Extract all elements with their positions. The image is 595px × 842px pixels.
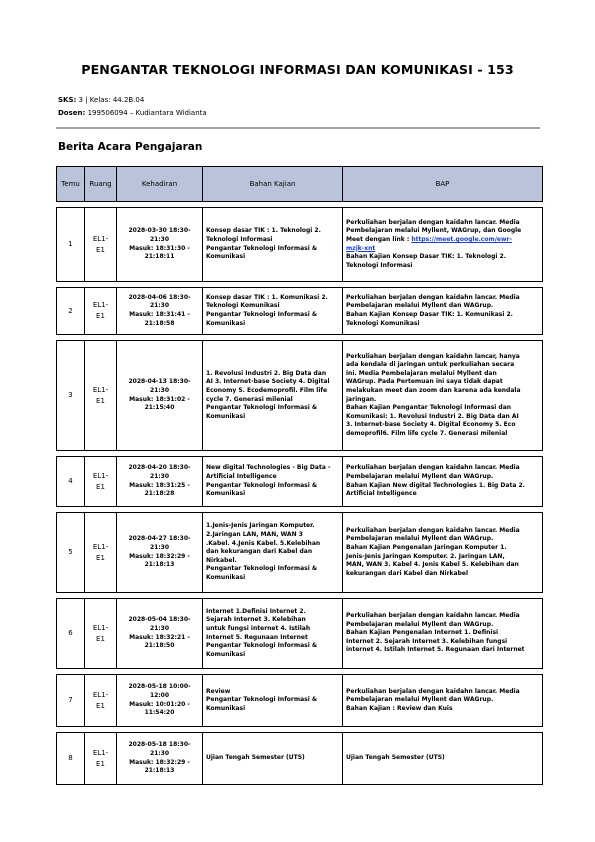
bahan-kajian-cell: Konsep dasar TIK : 1. Teknologi 2. Teknologi Informasi Pengantar Teknologi Informasi & Komunikasi [203, 208, 343, 282]
bap-table [56, 166, 543, 785]
ruang-cell: EL1- E1 [85, 341, 117, 451]
col-header-temu: Temu [57, 167, 85, 202]
bahan-kajian-cell: 1.Jenis-Jenis Jaringan Komputer. 2.Jaringan LAN, MAN, WAN 3 .Kabel. 4.Jenis Kabel. 5.Kelebihan dan kekurangan dari Kabel dan Nirkabel. Pengantar Teknologi Informasi & Komunikasi [203, 513, 343, 593]
ruang-cell: EL1- E1 [85, 208, 117, 282]
kehadiran-cell: 2028-05-18 18:30- 21:30 Masuk: 18:32:29 - 21:18:13 [117, 733, 203, 785]
bap-cell: Perkuliahan berjalan dengan kaidahn lancar. Media Pembelajaran melalui Myllent dan WAGrup. Bahan Kajian New digital Technologies 1. Big Data 2. Artificial Intelligence [343, 457, 543, 507]
ruang-cell: EL1- E1 [85, 288, 117, 335]
table-row [57, 208, 543, 282]
bap-cell [343, 208, 543, 282]
ruang-cell: EL1- E1 [85, 733, 117, 785]
bap-cell: Perkuliahan berjalan dengan kaidahn lancar, hanya ada kendala di jaringan untuk perkuliahan secara ini. Media Pembelajaran melalui Myllent dan WAGrup. Pada Pertemuan ini saya tidak dapat melakukan meet dan zoom dan karena ada kendala jaringan. Bahan Kajian Pengantar Teknologi Informasi dan Komunikasi: 1. Revolusi Industri 2. Big Data dan AI 3. Internet-base Society 4. Digital Economy 5. Eco demoprofil6. Film life cycle 7. Generasi milenial [343, 341, 543, 451]
table-row [57, 457, 543, 507]
ruang-cell: EL1- E1 [85, 457, 117, 507]
bahan-kajian-cell: Konsep dasar TIK : 1. Komunikasi 2. Teknologi Komunikasi Pengantar Teknologi Informasi & Komunikasi [203, 288, 343, 335]
temu-cell: 2 [57, 288, 85, 335]
bap-cell: Perkuliahan berjalan dengan kaidahn lancar. Media Pembelajaran melalui Myllent dan WAGrup. Bahan Kajian Konsep Dasar TIK: 1. Komunikasi 2. Teknologi Komunikasi [343, 288, 543, 335]
dosen-value: 199506094 – Kudiantara Widianta [87, 109, 207, 117]
temu-cell: 6 [57, 599, 85, 669]
table-header-row [57, 167, 543, 202]
meet-link[interactable]: https://meet.google.com/ewr- mzjk-xnt [346, 235, 512, 252]
temu-cell: 1 [57, 208, 85, 282]
kehadiran-cell: 2028-04-27 18:30- 21:30 Masuk: 18:32:29 - 21:18:13 [117, 513, 203, 593]
kehadiran-cell: 2028-05-04 18:30- 21:30 Masuk: 18:32:21 - 21:18:50 [117, 599, 203, 669]
bap-cell: Perkuliahan berjalan dengan kaidahn lancar. Media Pembelajaran melalui Myllent dan WAGrup. Bahan Kajian Pengenalan Jaringan Komputer 1. Jenis-Jenis Jaringan Komputer. 2. Jaringan LAN, MAN, WAN 3. Kabel 4. Jenis Kabel 5. Kelebihan dan kekurangan dari Kabel dan Nirkabel [343, 513, 543, 593]
temu-cell: 3 [57, 341, 85, 451]
table-row [57, 341, 543, 451]
sks-value: 3 | Kelas: 44.2B.04 [78, 96, 145, 104]
temu-cell: 7 [57, 675, 85, 727]
bap-cell: Perkuliahan berjalan dengan kaidahn lancar. Media Pembelajaran melalui Myllent dan WAGrup. Bahan Kajian : Review dan Kuis [343, 675, 543, 727]
bap-cell: Perkuliahan berjalan dengan kaidahn lancar. Media Pembelajaran melalui Myllent dan WAGrup. Bahan Kajian Pengenalan Internet 1. Definisi Internet 2. Sejarah Internet 3. Kelebihan fungsi internet 4. Istilah Internet 5. Regunaan dari Internet [343, 599, 543, 669]
col-header-ruang: Ruang [85, 167, 117, 202]
ruang-cell: EL1- E1 [85, 675, 117, 727]
kehadiran-cell: 2028-04-06 18:30- 21:30 Masuk: 18:31:41 - 21:18:58 [117, 288, 203, 335]
sks-label: SKS: [58, 96, 77, 104]
bahan-kajian-cell: Internet 1.Definisi Internet 2. Sejarah Internet 3. Kelebihan untuk fungsi internet 4. Istilah Internet 5. Regunaan Internet Pengantar Teknologi Informasi & Komunikasi [203, 599, 343, 669]
kehadiran-cell: 2028-03-30 18:30- 21:30 Masuk: 18:31:30 - 21:18:11 [117, 208, 203, 282]
temu-cell: 8 [57, 733, 85, 785]
col-header-bap: BAP [343, 167, 543, 202]
bahan-kajian-cell: Review Pengantar Teknologi Informasi & Komunikasi [203, 675, 343, 727]
kehadiran-cell: 2028-04-20 18:30- 21:30 Masuk: 18:31:25 - 21:18:28 [117, 457, 203, 507]
table-row [57, 599, 543, 669]
page-title: PENGANTAR TEKNOLOGI INFORMASI DAN KOMUNIKASI - 153 [81, 62, 514, 77]
bahan-kajian-cell: Ujian Tengah Semester (UTS) [203, 733, 343, 785]
dosen-line [58, 109, 207, 118]
table-row [57, 513, 543, 593]
bap-text: Perkuliahan berjalan dengan kaidahn lancar. Media Pembelajaran melalui Myllent, WAGrup, dan Google Meet dengan link : [346, 218, 522, 243]
table-row [57, 733, 543, 785]
sks-line [58, 96, 144, 105]
ruang-cell: EL1- E1 [85, 513, 117, 593]
dosen-label: Dosen: [58, 109, 86, 117]
table-row [57, 675, 543, 727]
ruang-cell: EL1- E1 [85, 599, 117, 669]
bap-cell: Ujian Tengah Semester (UTS) [343, 733, 543, 785]
temu-cell: 5 [57, 513, 85, 593]
section-title: Berita Acara Pengajaran [58, 141, 203, 153]
bap-text-after: Bahan Kajian Konsep Dasar TIK: 1. Teknologi 2. Teknologi Informasi [346, 253, 507, 269]
col-header-kehadiran: Kehadiran [117, 167, 203, 202]
table-row [57, 288, 543, 335]
temu-cell: 4 [57, 457, 85, 507]
col-header-bahan-kajian: Bahan Kajian [203, 167, 343, 202]
bahan-kajian-cell: New digital Technologies - Big Data - Artificial Intelligence Pengantar Teknologi Informasi & Komunikasi [203, 457, 343, 507]
kehadiran-cell: 2028-04-13 18:30- 21:30 Masuk: 18:31:02 - 21:15:40 [117, 341, 203, 451]
bahan-kajian-cell: 1. Revolusi Industri 2. Big Data dan AI 3. Internet-base Society 4. Digital Economy 5. Ecodemoprofil. Film life cycle 7. Generasi milenial Pengantar Teknologi Informasi & Komunikasi [203, 341, 343, 451]
divider [56, 127, 540, 129]
kehadiran-cell: 2028-05-18 10:00- 12:00 Masuk: 10:01:20 - 11:54:20 [117, 675, 203, 727]
